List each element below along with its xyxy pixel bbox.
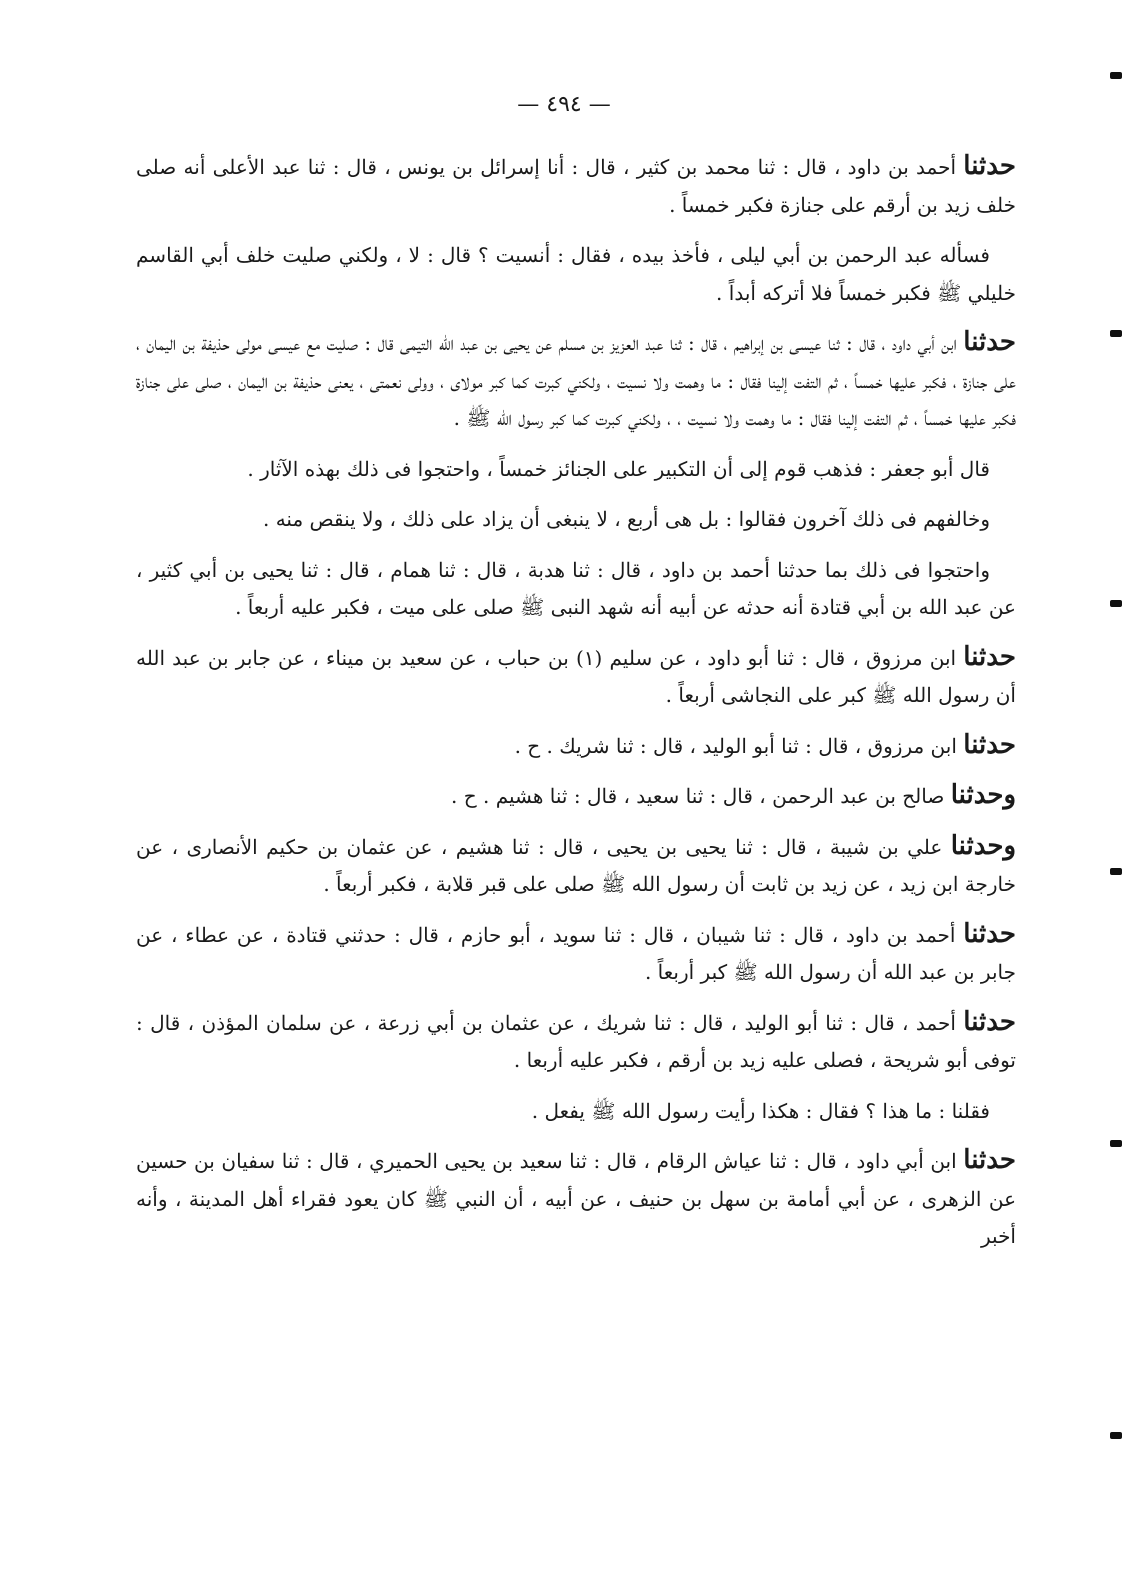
paragraph <box>136 727 1016 766</box>
paragraph-marker: وحدثنا <box>950 830 1017 861</box>
paragraph-text: ابن أبي داود ، قال : ثنا عيسى بن إبراهيم ، قال : ثنا عبد العزيز بن مسلم عن يحيى بن عبد الله التيمى قال : صليت مع عيسى مولى حذيفة بن اليمان ، على جنازة ، فكبر عليها خمساً ، ثم التفت إلينا فقال : ما وهمت ولا نسيت ، ولكني كبرت كما كبر مولاى ، وولى نعمتى ، يعنى حذيفة بن اليمان ، صلى على جنازة فكبر عليها خمساً ، ثم التفت إلينا فقال : ما وهمت ولا نسيت ، ، ولكني كبرت كما كبر رسول الله ﷺ . <box>136 331 1016 430</box>
paragraph <box>136 639 1016 715</box>
paragraph-marker: حدثنا <box>963 151 1016 181</box>
paragraph <box>136 1142 1016 1256</box>
paragraph <box>136 500 1016 539</box>
paragraph-text: قال أبو جعفر : فذهب قوم إلى أن التكبير على الجنائز خمساً ، واحتجوا فى ذلك بهذه الآثار . <box>247 456 990 481</box>
paragraph-marker: حدثنا <box>963 729 1016 760</box>
paragraph <box>136 236 1016 312</box>
paragraph-text: ابن مرزوق ، قال : ثنا أبو الوليد ، قال : ثنا شريك . ح . <box>514 733 964 758</box>
paragraph-text: واحتجوا فى ذلك بما حدثنا أحمد بن داود ، قال : ثنا هدبة ، قال : ثنا همام ، قال : ثنا يحيى بن أبي كثير ، عن عبد الله بن أبي قتادة أنه حدثه عن أبيه أنه شهد النبى ﷺ صلى على ميت ، فكبر عليه أربعاً . <box>136 557 1016 619</box>
paragraph-text: ابن أبي داود ، قال : ثنا عياش الرقام ، قال : ثنا سعيد بن يحيى الحميري ، قال : ثنا سفيان بن حسين عن الزهرى ، عن أبي أمامة بن سهل بن حنيف ، عن أبيه ، أن النبي ﷺ كان يعود فقراء أهل المدينة ، وأنه أخبر <box>136 1149 1017 1248</box>
binding-mark <box>1110 1140 1122 1147</box>
paragraph-text: فقلنا : ما هذا ؟ فقال : هكذا رأيت رسول الله ﷺ يفعل . <box>531 1098 990 1123</box>
paragraph <box>136 916 1016 992</box>
binding-mark <box>1110 330 1122 337</box>
paragraph <box>136 450 1016 489</box>
paragraph <box>136 1092 1016 1131</box>
paragraph <box>136 551 1016 627</box>
paragraph-marker: وحدثنا <box>950 780 1016 810</box>
paragraph <box>136 777 1016 816</box>
paragraph <box>136 1004 1016 1080</box>
paragraph-text: أحمد بن داود ، قال : ثنا شيبان ، قال : ثنا سويد ، أبو حازم ، قال : حدثني قتادة ، عن عطاء ، عن جابر بن عبد الله أن رسول الله ﷺ كبر أربعاً . <box>136 922 1016 984</box>
binding-mark <box>1110 600 1122 607</box>
paragraph <box>136 148 1016 224</box>
paragraph-marker: حدثنا <box>963 327 1016 357</box>
paragraph-text: صالح بن عبد الرحمن ، قال : ثنا سعيد ، قال : ثنا هشيم . ح . <box>451 784 951 808</box>
paragraph-text: ابن مرزوق ، قال : ثنا أبو داود ، عن سليم (١) بن حباب ، عن سعيد بن ميناء ، عن جابر بن عبد الله أن رسول الله ﷺ كبر على النجاشى أربعاً . <box>136 645 1016 707</box>
paragraph-marker: حدثنا <box>963 1006 1016 1037</box>
paragraph <box>136 828 1016 904</box>
paragraph-text: أحمد ، قال : ثنا أبو الوليد ، قال : ثنا شريك ، عن عثمان بن أبي زرعة ، عن سلمان المؤذن ، قال : توفى أبو شريحة ، فصلى عليه زيد بن أرقم ، فكبر عليه أربعا . <box>136 1010 1016 1072</box>
paragraph-marker: حدثنا <box>963 1145 1016 1175</box>
binding-mark <box>1110 868 1122 875</box>
paragraph-marker: حدثنا <box>963 641 1016 672</box>
binding-mark <box>1110 72 1122 79</box>
paragraph <box>136 324 1016 438</box>
paragraph-text: وخالفهم فى ذلك آخرون فقالوا : بل هى أربع ، لا ينبغى أن يزاد على ذلك ، ولا ينقص منه . <box>262 507 990 531</box>
text-body <box>136 148 1016 1268</box>
binding-mark <box>1110 1432 1122 1439</box>
paragraph-text: فسأله عبد الرحمن بن أبي ليلى ، فأخذ بيده ، فقال : أنسيت ؟ قال : لا ، ولكني صليت خلف أبي القاسم خليلي ﷺ فكبر خمساً فلا أتركه أبداً . <box>136 243 1016 305</box>
paragraph-text: علي بن شيبة ، قال : ثنا يحيى بن يحيى ، قال : ثنا هشيم ، عن عثمان بن حكيم الأنصارى ، عن خارجة ابن زيد ، عن زيد بن ثابت أن رسول الله ﷺ صلى على قبر قلابة ، فكبر أربعاً . <box>136 834 1016 896</box>
page-number: — ٤٩٤ — <box>517 92 611 117</box>
paragraph-text: أحمد بن داود ، قال : ثنا محمد بن كثير ، قال : أنا إسرائل بن يونس ، قال : ثنا عبد الأعلى أنه صلى خلف زيد بن أرقم على جنازة فكبر خمساً . <box>136 155 1016 217</box>
paragraph-marker: حدثنا <box>963 918 1017 949</box>
